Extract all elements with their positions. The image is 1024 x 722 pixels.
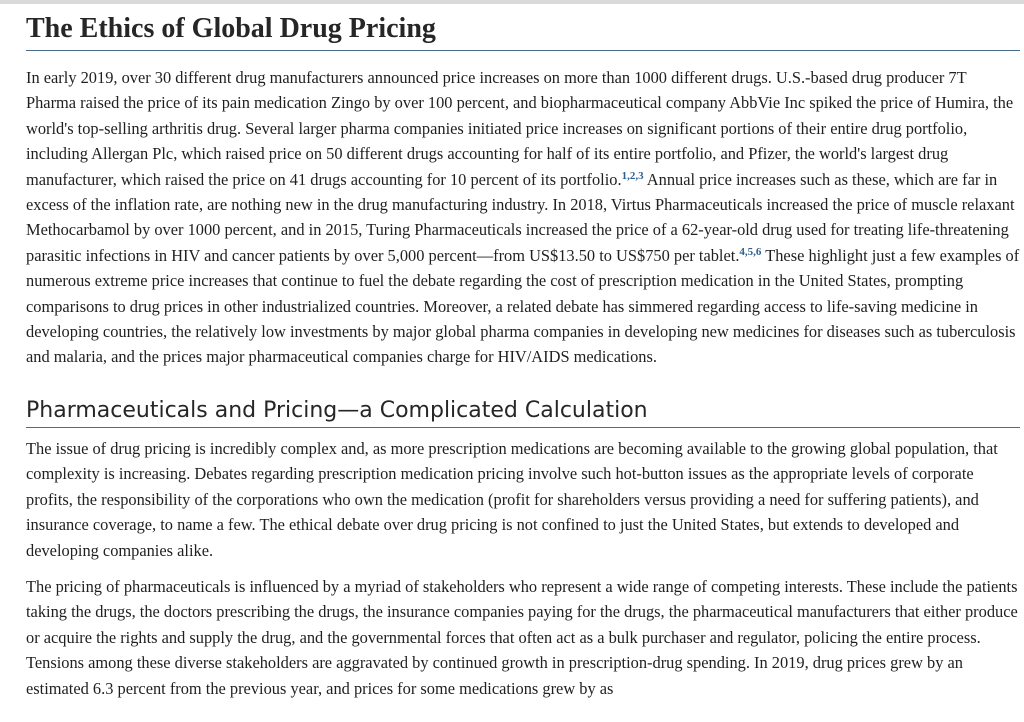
section-paragraph-1: The issue of drug pricing is incredibly complex and, as more prescription medications are becoming available to the growing global population, that complexity is increasing. Debates regarding prescription medication pricing involve such hot-button issues as the appropriate levels of corporate profits, the responsibility of the corporations who own the medication (profit for shareholders versus providing a need for suffering patients), and insurance coverage, to name a few. The ethical debate over drug pricing is not confined to just the United States, but extends to developed and developing companies alike. xyxy=(26,438,998,560)
intro-text-part1: In early 2019, over 30 different drug manufacturers announced price increases on more than 1000 different drugs. U.S.-based drug producer 7T Pharma raised the price of its pain medication Zingo by over 100 percent, and biopharmaceutical company AbbVie Inc spiked the price of Humira, the world's top-selling arthritis drug. Several larger pharma companies initiated price increases on significant portions of their entire drug portfolio, including Allergan Plc, which raised price on 50 different drugs accounting for half of its entire portfolio, and Pfizer, the world's largest drug manufacturer, which raised the price on 41 drugs accounting for 10 percent of its portfolio. xyxy=(26,68,1014,189)
article-title: The Ethics of Global Drug Pricing xyxy=(26,8,1020,51)
citation-link-4-5-6[interactable]: 4,5,6 xyxy=(739,245,762,258)
section-heading: Pharmaceuticals and Pricing—a Complicated Calculation xyxy=(26,396,1020,428)
article-content xyxy=(26,8,1020,701)
intro-text-part2: Annual price increases such as these, which are far in excess of the inflation rate, are nothing new in the drug manufacturing industry. In 2018, Virtus Pharmaceuticals increased the price of muscle relaxant Methocarbamol by over 1000 percent, and in 2015, Turing Pharmaceuticals increased the price of a 62-year-old drug used for treating life-threatening parasitic infections in HIV and cancer patients by over 5,000 percent—from US$13.50 to US$750 per tablet. xyxy=(26,169,1015,265)
intro-text-part3: These highlight just a few examples of numerous extreme price increases that continue to fuel the debate regarding the cost of prescription medication in the United States, prompting comparisons to drug prices in other industrialized countries. Moreover, a related debate has simmered regarding access to life-saving medicine in developing countries, the relatively low investments by major global pharma companies in developing new medicines for diseases such as tuberculosis and malaria, and the prices major pharmaceutical companies charge for HIV/AIDS medications. xyxy=(26,245,1020,367)
top-border xyxy=(0,0,1024,4)
section-paragraph-2: The pricing of pharmaceuticals is influenced by a myriad of stakeholders who represent a wide range of competing interests. These include the patients taking the drugs, the doctors prescribing the drugs, the insurance companies paying for the drugs, the pharmaceutical manufacturers that either produce or acquire the rights and supply the drug, and the governmental forces that often act as a bulk purchaser and regulator, policing the entire process. Tensions among these diverse stakeholders are aggravated by continued growth in prescription-drug spending. In 2019, drug prices grew by an estimated 6.3 percent from the previous year, and prices for some medications grew by as xyxy=(26,576,1018,698)
intro-paragraph xyxy=(26,65,1020,370)
citation-link-1-2-3[interactable]: 1,2,3 xyxy=(621,169,644,182)
